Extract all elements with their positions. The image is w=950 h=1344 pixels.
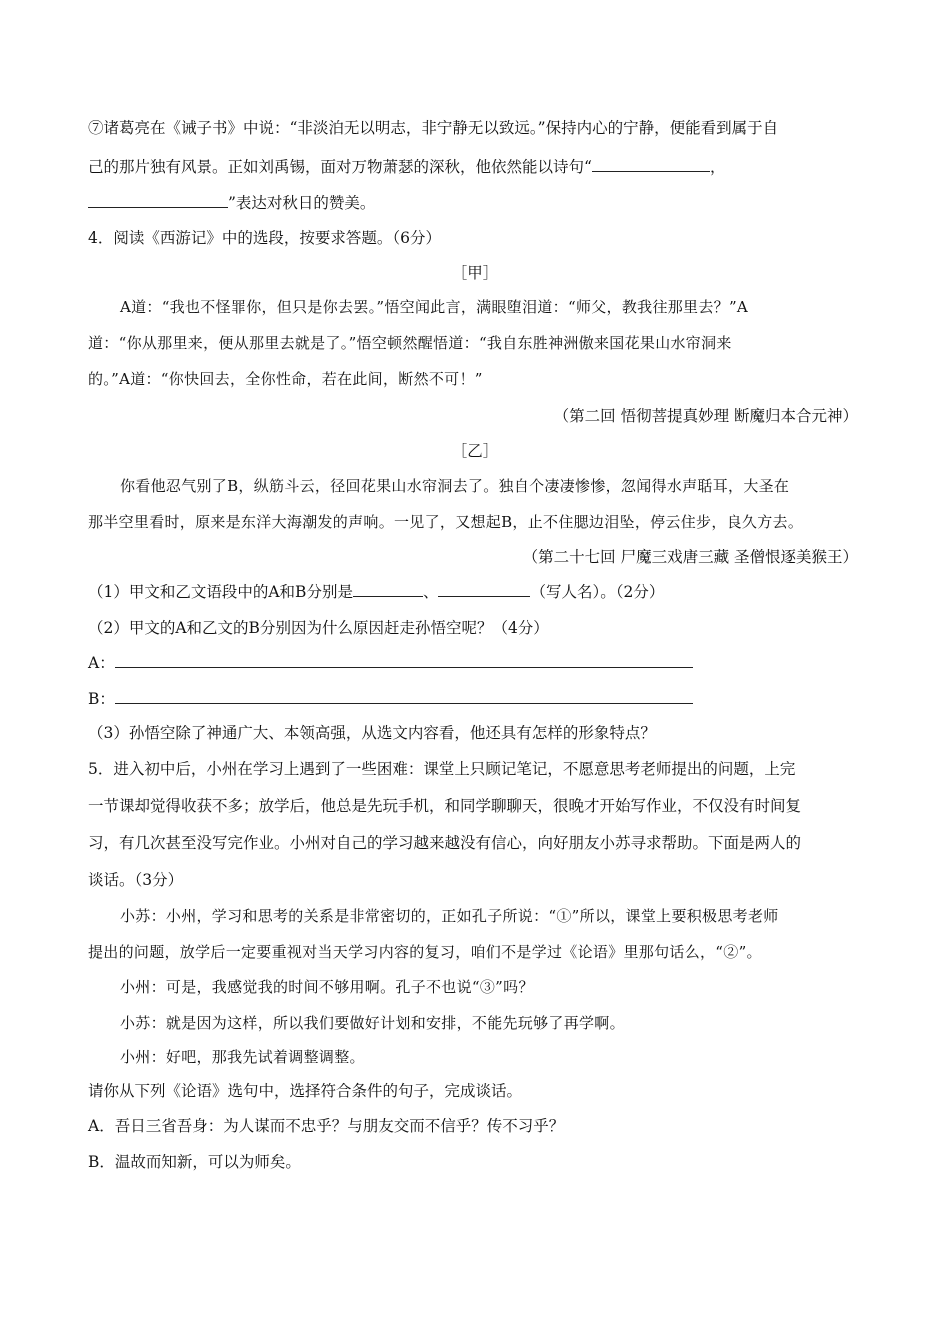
q3-item7-line3-end: ”表达对秋日的赞美。 [228, 194, 376, 212]
q5-line2: 一节课却觉得收获不多；放学后，他总是先玩手机，和同学聊聊天，很晚才开始写作业，不仅没有时间复 [88, 797, 802, 815]
answer-b-label: B： [88, 690, 115, 708]
answer-line-b[interactable] [115, 688, 693, 704]
q3-item7-line2 [88, 156, 868, 178]
q5-line1: 5．进入初中后，小州在学习上遇到了一些困难：课堂上只顾记笔记，不愿意思考老师提出的问题，上完 [88, 760, 796, 778]
q3-item7-line3 [88, 192, 868, 214]
q5-dialog-su-3: 小苏：就是因为这样，所以我们要做好计划和安排，不能先玩够了再学啊。 [120, 1014, 625, 1032]
answer-blank-a[interactable] [353, 581, 423, 597]
q5-option-a: A．吾日三省吾身：为人谋而不忠乎？与朋友交而不信乎？传不习乎？ [88, 1117, 565, 1135]
q4-sub1 [88, 581, 868, 603]
q4-sub1-prefix: （1）甲文和乙文语段中的A和B分别是 [88, 583, 353, 601]
q4-sub2: （2）甲文的A和乙文的B分别因为什么原因赶走孙悟空呢？（4分） [88, 619, 549, 637]
q4-sub1-suffix: （写人名）。（2分） [530, 583, 665, 601]
q4-sub3: （3）孙悟空除了神通广大、本领高强，从选文内容看，他还具有怎样的形象特点？ [88, 724, 656, 742]
answer-blank[interactable] [88, 192, 228, 208]
q5-dialog-zhou-4: 小州：好吧，那我先试着调整调整。 [120, 1048, 365, 1066]
answer-line-a[interactable] [115, 652, 693, 668]
q4-answer-a [88, 652, 868, 674]
passage-yi-source: （第二十七回 尸魔三戏唐三藏 圣僧恨逐美猴王） [522, 548, 858, 566]
answer-blank[interactable] [592, 156, 710, 172]
q4-sub1-sep: 、 [422, 583, 439, 601]
answer-a-label: A： [88, 654, 115, 672]
q3-item7-line2-text: 己的那片独有风景。正如刘禹锡，面对万物萧瑟的深秋，他依然能以诗句“ [88, 158, 592, 176]
q4-answer-b [88, 688, 868, 710]
q5-dialog-su-1a: 小苏：小州，学习和思考的关系是非常密切的，正如孔子所说：“①”所以，课堂上要积极思考老师 [120, 907, 779, 925]
q5-dialog-su-1b: 提出的问题，放学后一定要重视对当天学习内容的复习，咱们不是学过《论语》里那句话么，“②”。 [88, 943, 762, 961]
passage-jia-line2: 道：“你从那里来，便从那里去就是了。”悟空顿然醒悟道：“我自东胜神洲傲来国花果山水帘洞来 [88, 334, 732, 352]
q5-line3: 习，有几次甚至没写完作业。小州对自己的学习越来越没有信心，向好朋友小苏寻求帮助。下面是两人的 [88, 834, 802, 852]
passage-yi-label: ［乙］ [451, 442, 499, 460]
passage-yi-line2: 那半空里看时，原来是东洋大海潮发的声响。一见了，又想起B，止不住腮边泪坠，停云住步，良久方去。 [88, 513, 804, 531]
passage-jia-label: ［甲］ [451, 264, 499, 282]
passage-jia-source: （第二回 悟彻菩提真妙理 断魔归本合元神） [553, 407, 858, 425]
q5-option-b: B．温故而知新，可以为师矣。 [88, 1153, 301, 1171]
q3-item7-line2-end: ， [709, 158, 726, 176]
passage-jia-line1: A道：“我也不怪罪你，但只是你去罢。”悟空闻此言，满眼堕泪道：“师父，教我往那里去？”A [120, 298, 749, 316]
q5-line4: 谈话。（3分） [88, 871, 184, 889]
q3-item7-line1: ⑦诸葛亮在《诫子书》中说：“非淡泊无以明志，非宁静无以致远。”保持内心的宁静，便能看到属于自 [88, 119, 779, 137]
answer-blank-b[interactable] [438, 581, 530, 597]
q5-dialog-zhou-2: 小州：可是，我感觉我的时间不够用啊。孔子不也说“③”吗？ [120, 978, 534, 996]
passage-jia-line3: 的。”A道：“你快回去，全你性命，若在此间，断然不可！” [88, 370, 483, 388]
q5-instruction: 请你从下列《论语》选句中，选择符合条件的句子，完成谈话。 [88, 1082, 523, 1100]
q4-title: 4．阅读《西游记》中的选段，按要求答题。（6分） [88, 229, 441, 247]
passage-yi-line1: 你看他忍气别了B，纵筋斗云，径回花果山水帘洞去了。独自个凄凄惨惨，忽闻得水声聒耳，大圣在 [120, 477, 790, 495]
